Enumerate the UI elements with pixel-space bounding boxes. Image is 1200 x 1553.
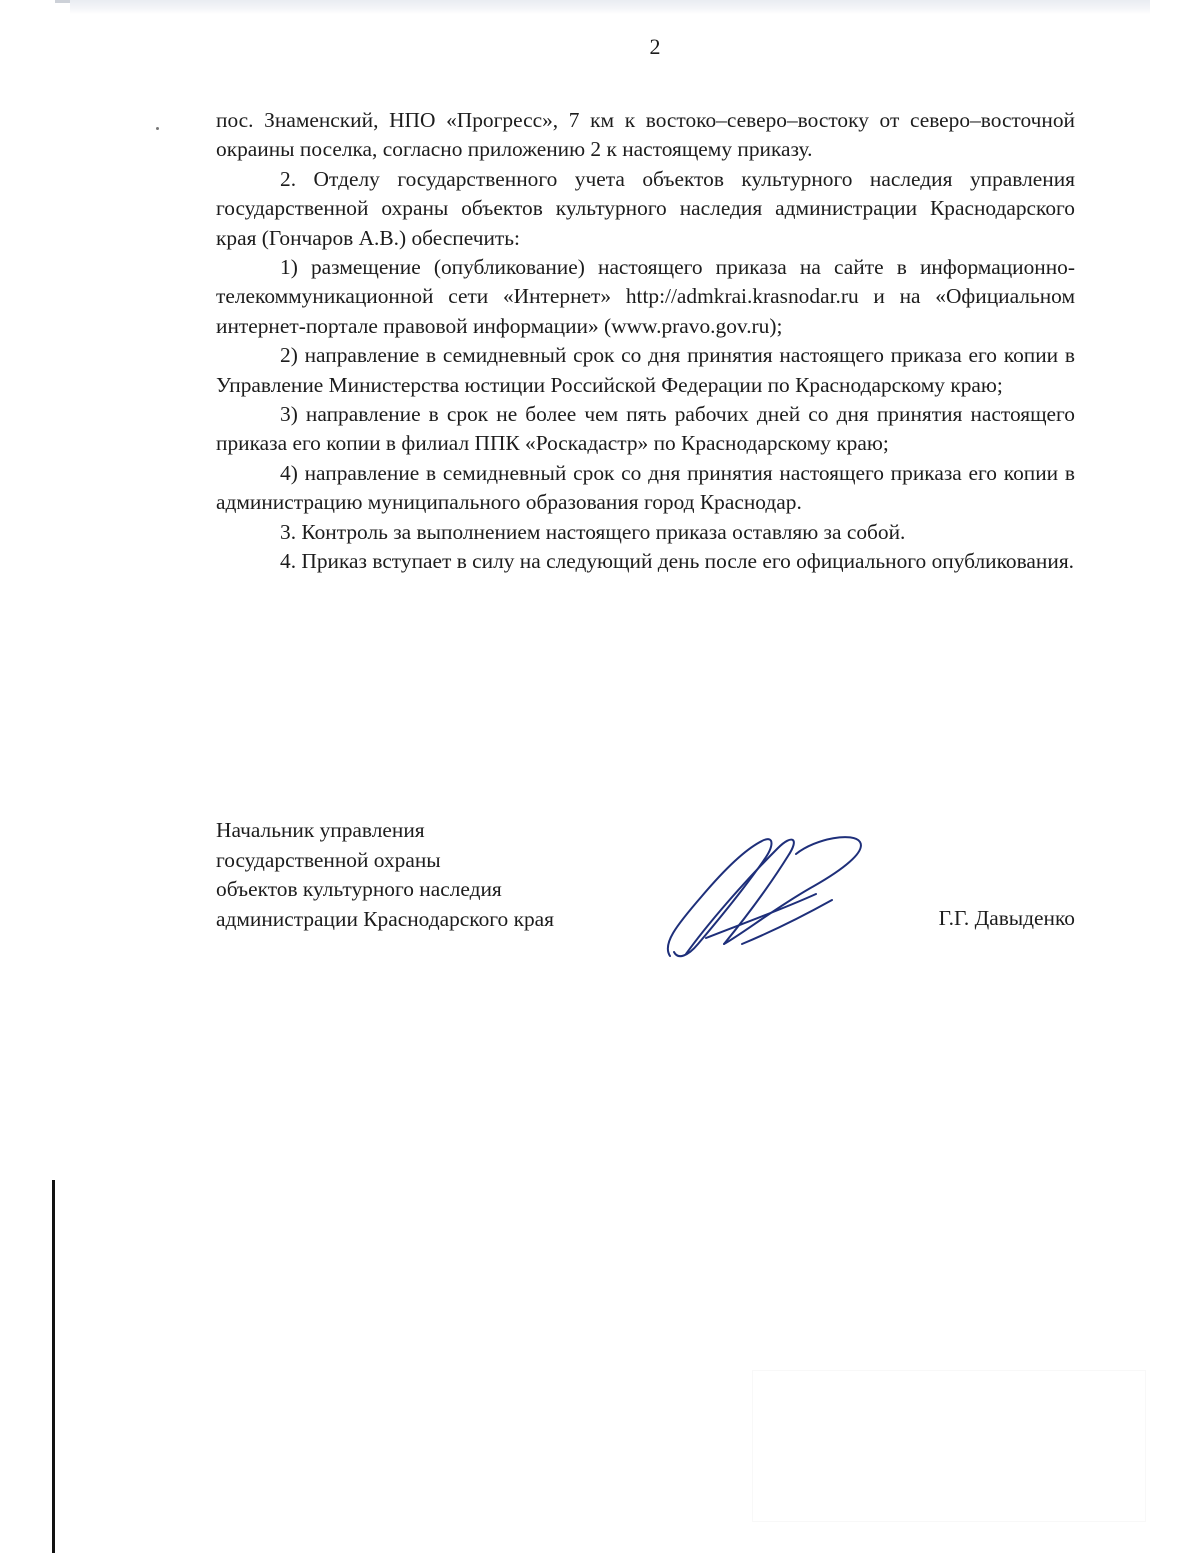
paragraph: 4) направление в семидневный срок со дня принятия настоящего приказа его копии в администрацию муниципального образования город Краснодар. bbox=[216, 460, 1075, 515]
document-body bbox=[216, 106, 1075, 577]
page-number: 2 bbox=[649, 34, 661, 59]
paragraph: 3. Контроль за выполнением настоящего приказа оставляю за собой. bbox=[280, 519, 906, 544]
paragraph: 4. Приказ вступает в силу на следующий день после его официального опубликования. bbox=[280, 549, 1075, 574]
signer-name: Г.Г. Давыденко bbox=[938, 906, 1075, 930]
paragraph: пос. Знаменский, НПО «Прогресс», 7 км к востоко–северо–востоку от северо–восточной окраины поселка, согласно приложению 2 к настоящему приказу. bbox=[216, 108, 1075, 162]
scan-shadow-top bbox=[70, 0, 1150, 14]
paragraph: 3) направление в срок не более чем пять рабочих дней со дня принятия настоящего приказа его копии в филиал ППК «Роскадастр» по Краснодарскому краю; bbox=[216, 402, 1075, 456]
handwritten-signature bbox=[646, 826, 876, 966]
paragraph: 2. Отделу государственного учета объектов культурного наследия управления государственной охраны объектов культурного наследия администрации Краснодарского края (Гончаров А.В.) обеспечить: bbox=[216, 166, 1075, 250]
paragraph: 1) размещение (опубликование) настоящего приказа на сайте в информационно-телекоммуникационной сети «Интернет» http://admkrai.krasnodar.ru и на «Официальном интернет-портале правовой информации» (www.pravo.gov.ru); bbox=[216, 255, 1075, 338]
signer-position: Начальник управления государственной охраны объектов культурного наследия администрации Краснодарского края bbox=[216, 818, 554, 931]
scan-edge-left bbox=[52, 1180, 55, 1553]
faint-stamp-area bbox=[752, 1370, 1146, 1522]
scan-speck bbox=[156, 127, 159, 130]
paragraph: 2) направление в семидневный срок со дня принятия настоящего приказа его копии в Управление Министерства юстиции Российской Федерации по Краснодарскому краю; bbox=[216, 343, 1075, 397]
